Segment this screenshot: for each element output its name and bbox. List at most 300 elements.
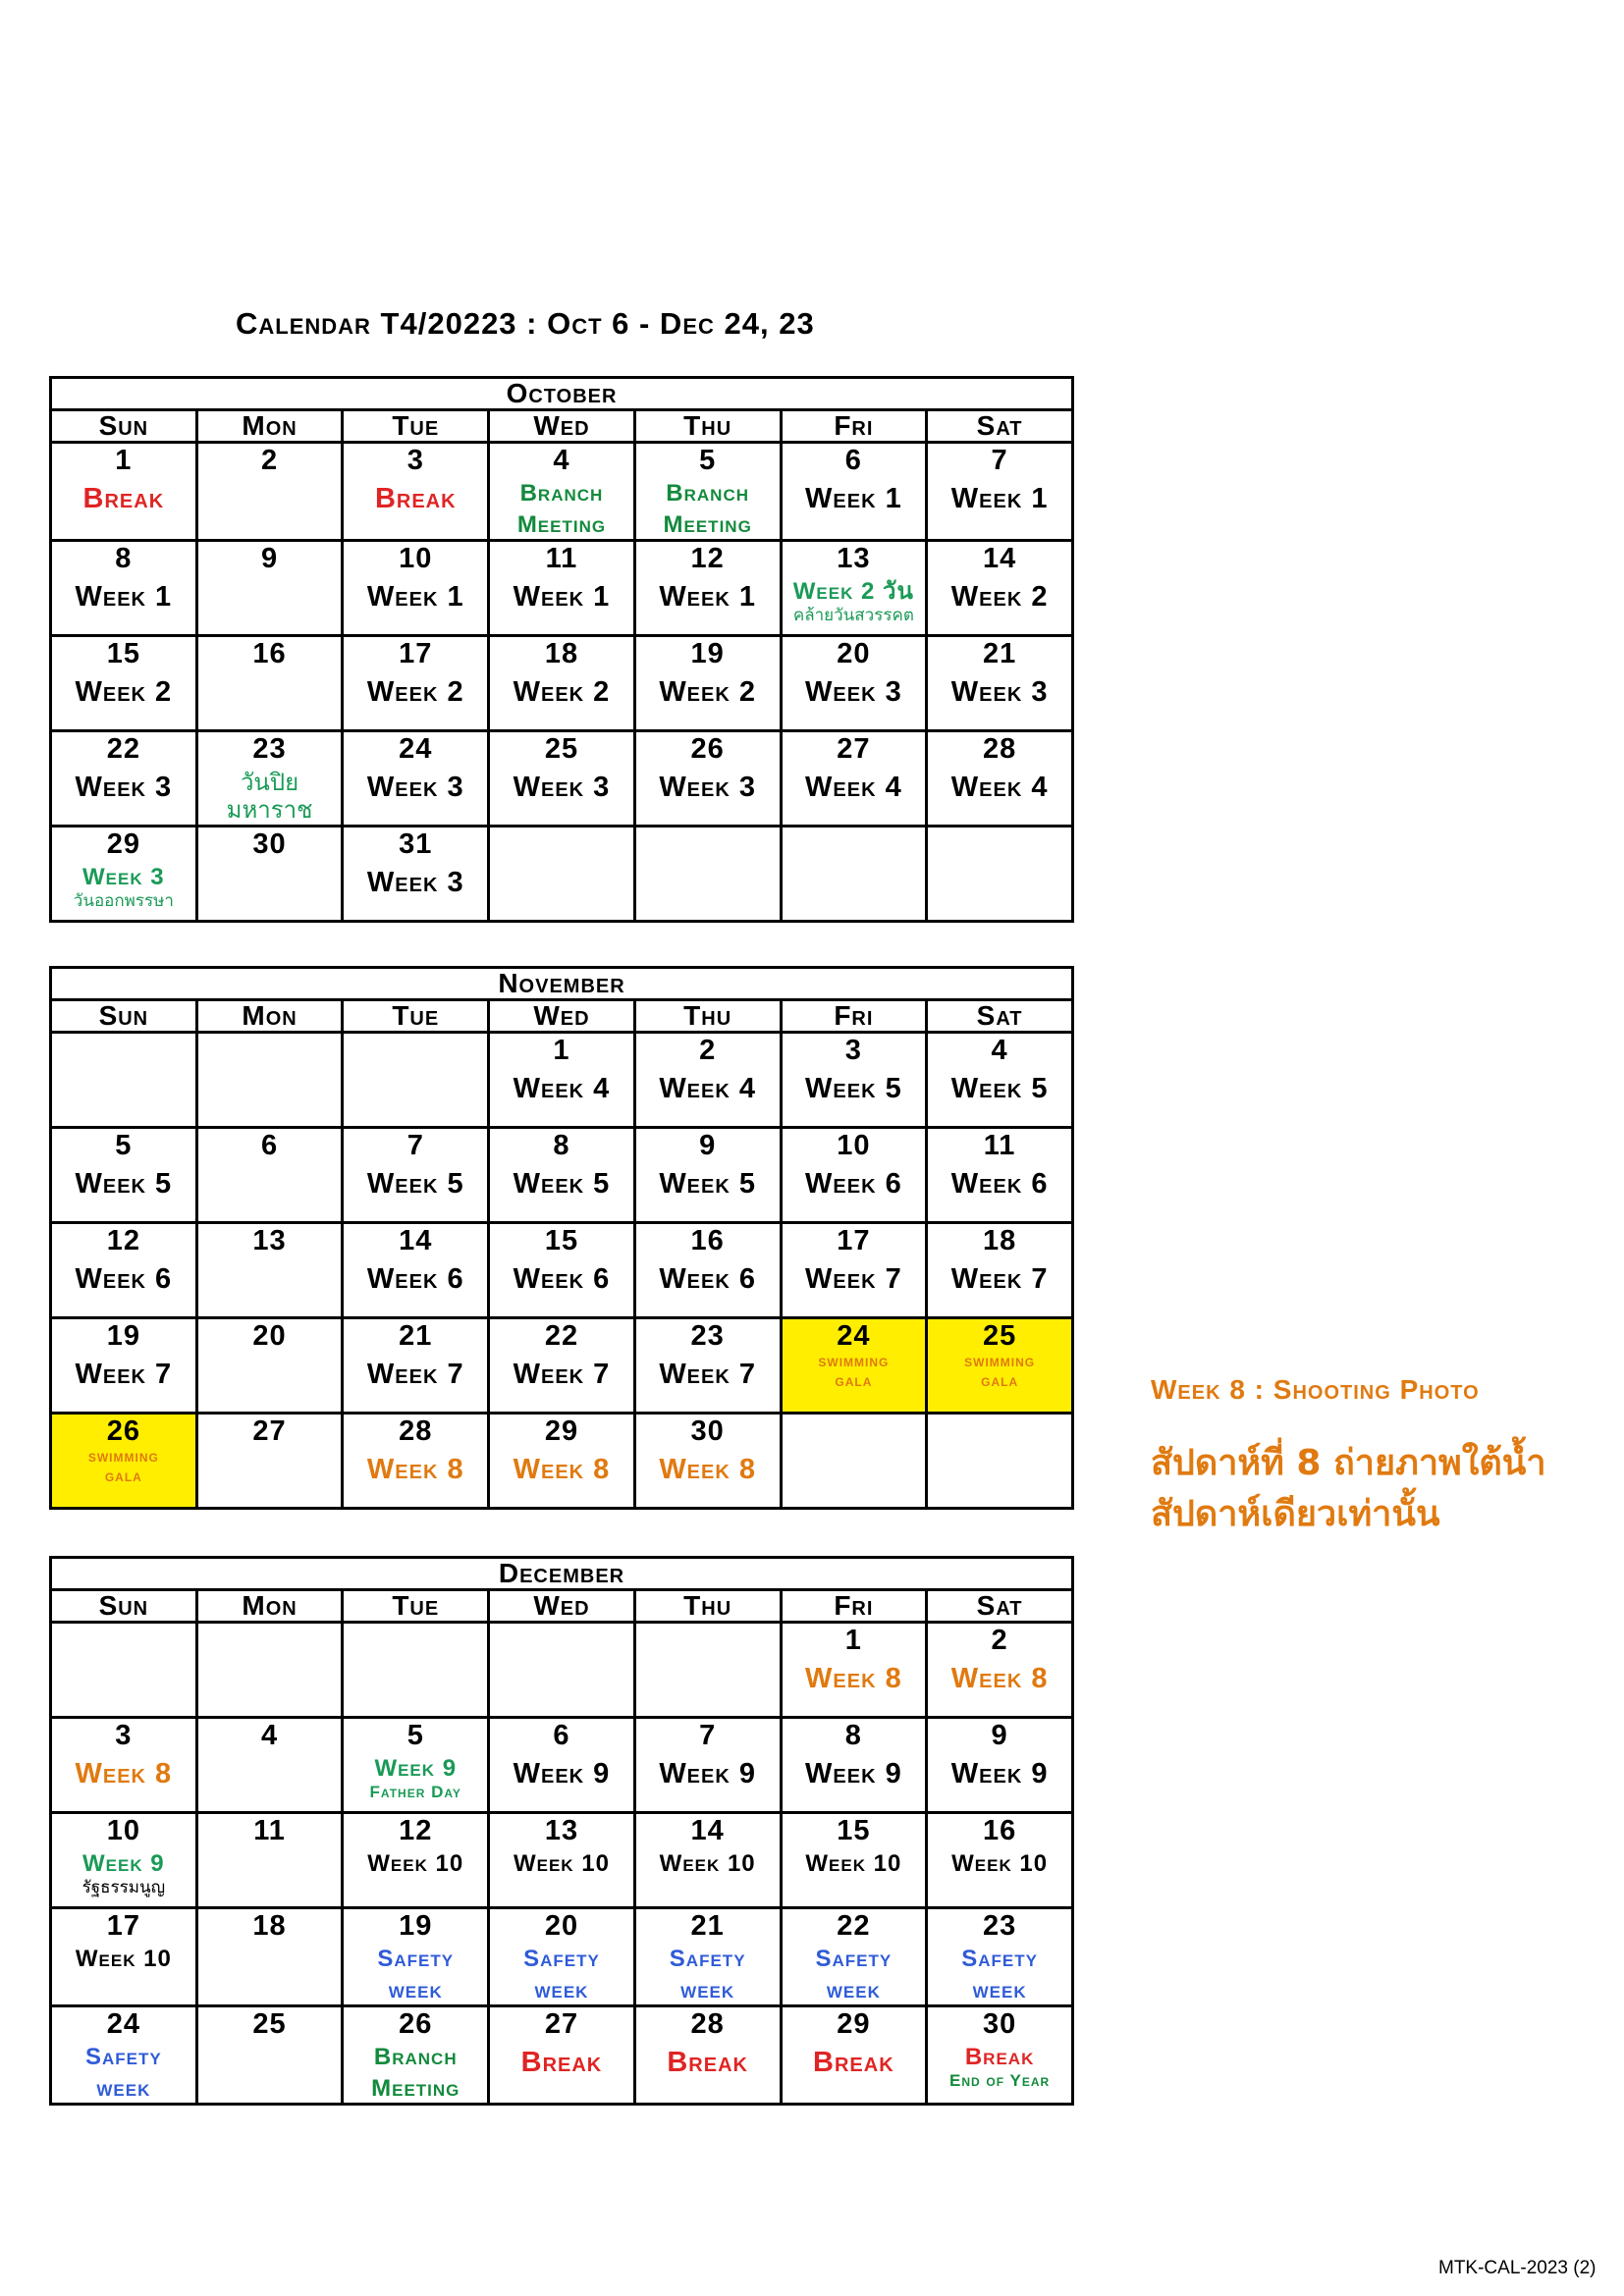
day-cell bbox=[927, 1128, 1073, 1223]
event-label: Week 1 bbox=[75, 581, 173, 613]
event-label: Week 10 bbox=[659, 1850, 756, 1877]
event-label: Week 6 bbox=[75, 1263, 173, 1295]
day-cell bbox=[489, 1908, 635, 2006]
weekday-header: Sat bbox=[927, 1000, 1073, 1033]
event-label: Safety bbox=[815, 1946, 893, 1972]
day-number: 14 bbox=[690, 1815, 725, 1846]
event-label: Week 7 bbox=[805, 1263, 902, 1295]
day-cell bbox=[634, 1718, 781, 1813]
day-cell bbox=[343, 1223, 489, 1318]
day-cell bbox=[196, 731, 343, 827]
day-cell bbox=[196, 541, 343, 636]
day-number: 7 bbox=[406, 1130, 424, 1161]
day-cell bbox=[927, 1813, 1073, 1908]
day-number: 21 bbox=[399, 1320, 433, 1352]
day-cell bbox=[781, 1318, 927, 1414]
day-number: 22 bbox=[837, 1910, 871, 1942]
day-number: 24 bbox=[399, 733, 433, 765]
day-cell bbox=[634, 731, 781, 827]
event-label: Week 2 bbox=[950, 581, 1049, 613]
day-number: 13 bbox=[544, 1815, 579, 1846]
day-cell bbox=[343, 443, 489, 541]
event-label: Week 7 bbox=[366, 1359, 464, 1390]
side-note-heading: Week 8 : Shooting Photo bbox=[1151, 1374, 1480, 1405]
day-cell bbox=[781, 443, 927, 541]
event-label: Week 1 bbox=[366, 581, 464, 613]
day-cell bbox=[489, 1813, 635, 1908]
day-cell bbox=[343, 1813, 489, 1908]
event-label: week bbox=[388, 1977, 443, 2003]
day-cell bbox=[781, 1718, 927, 1813]
side-note-thai: สัปดาห์ที่ 8 ถ่ายภาพใต้น้ำ สัปดาห์เดียวเท่านั้น bbox=[1151, 1443, 1546, 1534]
event-label: Week 10 bbox=[367, 1850, 464, 1877]
day-number: 27 bbox=[544, 2008, 579, 2040]
day-number bbox=[198, 1035, 342, 1066]
event-label: Week 6 bbox=[513, 1263, 611, 1295]
day-cell bbox=[196, 2006, 343, 2105]
day-cell bbox=[51, 1318, 197, 1414]
day-number: 23 bbox=[252, 733, 287, 765]
event-label: Week 9 bbox=[950, 1758, 1049, 1789]
day-cell bbox=[343, 1128, 489, 1223]
day-number: 19 bbox=[106, 1320, 140, 1352]
day-cell bbox=[51, 1033, 197, 1128]
day-number bbox=[636, 828, 780, 860]
event-label: Week 10 bbox=[75, 1946, 172, 1972]
day-cell bbox=[196, 827, 343, 922]
event-label: week bbox=[534, 1977, 589, 2003]
day-cell bbox=[489, 2006, 635, 2105]
month-name: November bbox=[51, 968, 1073, 1000]
day-cell bbox=[51, 443, 197, 541]
day-cell bbox=[634, 827, 781, 922]
event-label: Week 5 bbox=[659, 1168, 756, 1200]
day-number: 14 bbox=[399, 1225, 433, 1256]
day-cell bbox=[196, 1414, 343, 1509]
event-label: Week 8 bbox=[75, 1758, 173, 1789]
event-label: Week 7 bbox=[513, 1359, 611, 1390]
week-row bbox=[51, 1128, 1073, 1223]
day-number: 1 bbox=[844, 1625, 862, 1656]
day-number: 4 bbox=[553, 445, 570, 476]
day-number: 10 bbox=[837, 1130, 871, 1161]
day-number: 10 bbox=[399, 543, 433, 574]
weekday-header: Wed bbox=[489, 1590, 635, 1623]
day-number: 18 bbox=[982, 1225, 1017, 1256]
day-number: 24 bbox=[106, 2008, 140, 2040]
day-number: 9 bbox=[699, 1130, 717, 1161]
event-label: Branch bbox=[373, 2044, 458, 2070]
day-cell bbox=[634, 1128, 781, 1223]
day-number bbox=[52, 1625, 195, 1656]
event-label: Week 6 bbox=[950, 1168, 1049, 1200]
day-cell bbox=[196, 1033, 343, 1128]
day-cell bbox=[927, 1908, 1073, 2006]
day-number: 17 bbox=[399, 638, 433, 669]
day-number: 14 bbox=[982, 543, 1017, 574]
event-label: Branch bbox=[666, 480, 750, 507]
event-label: Father Day bbox=[369, 1783, 461, 1801]
event-label: Week 6 bbox=[366, 1263, 464, 1295]
day-number: 25 bbox=[252, 2008, 287, 2040]
day-cell bbox=[51, 636, 197, 731]
event-label: Break bbox=[520, 2047, 603, 2078]
day-number: 13 bbox=[837, 543, 871, 574]
day-number: 19 bbox=[690, 638, 725, 669]
week-row bbox=[51, 1033, 1073, 1128]
day-cell bbox=[927, 636, 1073, 731]
day-number: 2 bbox=[699, 1035, 717, 1066]
day-cell bbox=[927, 731, 1073, 827]
day-number: 15 bbox=[544, 1225, 579, 1256]
event-label: รัฐธรรมนูญ bbox=[81, 1878, 166, 1897]
day-cell bbox=[489, 1623, 635, 1718]
week-row bbox=[51, 1908, 1073, 2006]
event-label: Break bbox=[964, 2044, 1035, 2070]
day-number: 11 bbox=[253, 1815, 286, 1846]
weekday-header: Mon bbox=[196, 1590, 343, 1623]
weekday-header: Thu bbox=[634, 410, 781, 443]
day-number: 30 bbox=[252, 828, 287, 860]
day-cell bbox=[343, 636, 489, 731]
event-label: Week 5 bbox=[366, 1168, 464, 1200]
day-number bbox=[344, 1625, 487, 1656]
day-number: 22 bbox=[544, 1320, 579, 1352]
day-number: 9 bbox=[260, 543, 279, 574]
day-number: 7 bbox=[699, 1720, 717, 1751]
day-cell bbox=[489, 1128, 635, 1223]
day-number: 12 bbox=[106, 1225, 140, 1256]
day-number: 1 bbox=[553, 1035, 570, 1066]
day-cell bbox=[51, 731, 197, 827]
day-cell bbox=[781, 1623, 927, 1718]
day-cell bbox=[343, 1623, 489, 1718]
day-cell bbox=[781, 731, 927, 827]
day-number: 6 bbox=[553, 1720, 570, 1751]
day-cell bbox=[489, 1414, 635, 1509]
event-label: week bbox=[972, 1977, 1027, 2003]
day-cell bbox=[927, 827, 1073, 922]
day-cell bbox=[196, 636, 343, 731]
day-number bbox=[928, 828, 1071, 860]
day-number: 3 bbox=[115, 1720, 133, 1751]
day-cell bbox=[781, 827, 927, 922]
day-cell bbox=[489, 827, 635, 922]
event-label: Week 2 วัน bbox=[792, 578, 914, 605]
day-cell bbox=[489, 1033, 635, 1128]
day-number: 20 bbox=[544, 1910, 579, 1942]
weekday-header: Mon bbox=[196, 1000, 343, 1033]
event-label: Week 5 bbox=[805, 1073, 902, 1104]
day-number: 15 bbox=[106, 638, 140, 669]
day-number: 8 bbox=[115, 543, 133, 574]
event-label: Branch bbox=[519, 480, 604, 507]
event-label: swimming bbox=[964, 1352, 1036, 1370]
day-cell bbox=[927, 1223, 1073, 1318]
event-label: Break bbox=[667, 2047, 748, 2078]
document-footer-code: MTK-CAL-2023 (2) bbox=[1438, 2258, 1597, 2278]
event-label: gala bbox=[104, 1467, 142, 1485]
day-cell bbox=[51, 1223, 197, 1318]
day-cell bbox=[634, 1223, 781, 1318]
day-number: 28 bbox=[690, 2008, 725, 2040]
event-label: Week 9 bbox=[374, 1755, 458, 1782]
event-label: Week 1 bbox=[513, 581, 611, 613]
day-cell bbox=[781, 2006, 927, 2105]
week-row bbox=[51, 827, 1073, 922]
day-cell bbox=[343, 1414, 489, 1509]
day-cell bbox=[196, 1623, 343, 1718]
day-cell bbox=[634, 1623, 781, 1718]
day-cell bbox=[343, 1718, 489, 1813]
day-number: 16 bbox=[690, 1225, 725, 1256]
weekday-header: Tue bbox=[343, 410, 489, 443]
month-name: December bbox=[51, 1558, 1073, 1590]
event-label: Safety bbox=[377, 1946, 455, 1972]
event-label: Week 3 bbox=[659, 772, 756, 803]
event-label: Week 3 bbox=[82, 864, 165, 890]
event-label: gala bbox=[835, 1371, 873, 1390]
day-number: 4 bbox=[260, 1720, 279, 1751]
day-number bbox=[783, 1415, 926, 1447]
day-cell bbox=[781, 541, 927, 636]
event-label: Week 3 bbox=[513, 772, 611, 803]
day-number: 25 bbox=[982, 1320, 1017, 1352]
day-number: 5 bbox=[406, 1720, 424, 1751]
day-cell bbox=[343, 1318, 489, 1414]
event-label: Week 4 bbox=[513, 1073, 611, 1104]
day-number: 13 bbox=[252, 1225, 287, 1256]
event-label: Week 3 bbox=[366, 867, 464, 898]
event-label: Week 6 bbox=[659, 1263, 756, 1295]
day-number bbox=[928, 1415, 1071, 1447]
event-label: Week 3 bbox=[366, 772, 464, 803]
day-cell bbox=[489, 443, 635, 541]
day-number: 18 bbox=[544, 638, 579, 669]
day-number: 24 bbox=[837, 1320, 871, 1352]
day-number: 3 bbox=[844, 1035, 862, 1066]
day-number: 1 bbox=[115, 445, 133, 476]
day-cell bbox=[51, 1813, 197, 1908]
day-cell bbox=[196, 1908, 343, 2006]
event-label: คล้ายวันสวรรคต bbox=[792, 606, 914, 625]
event-label: Week 9 bbox=[513, 1758, 611, 1789]
weekday-header: Sat bbox=[927, 1590, 1073, 1623]
event-label: Week 10 bbox=[951, 1850, 1049, 1877]
day-number: 2 bbox=[260, 445, 279, 476]
weekday-header: Tue bbox=[343, 1590, 489, 1623]
event-label: Week 10 bbox=[513, 1850, 610, 1877]
day-number: 2 bbox=[991, 1625, 1008, 1656]
day-cell bbox=[489, 1718, 635, 1813]
day-cell bbox=[196, 1128, 343, 1223]
day-cell bbox=[343, 827, 489, 922]
day-number bbox=[198, 1625, 342, 1656]
event-label: week bbox=[680, 1977, 735, 2003]
event-label: Week 2 bbox=[659, 676, 756, 708]
day-number bbox=[344, 1035, 487, 1066]
day-cell bbox=[781, 1033, 927, 1128]
day-cell bbox=[51, 1128, 197, 1223]
day-number: 17 bbox=[837, 1225, 871, 1256]
event-label: swimming bbox=[818, 1352, 890, 1370]
day-cell bbox=[343, 731, 489, 827]
event-label: Week 8 bbox=[805, 1663, 902, 1694]
day-number: 6 bbox=[260, 1130, 279, 1161]
event-label: Safety bbox=[523, 1946, 600, 1972]
day-cell bbox=[781, 1128, 927, 1223]
event-label: End of Year bbox=[949, 2071, 1051, 2090]
day-number: 12 bbox=[690, 543, 725, 574]
day-number: 26 bbox=[690, 733, 725, 765]
day-cell bbox=[634, 636, 781, 731]
day-number: 5 bbox=[115, 1130, 133, 1161]
day-cell bbox=[927, 1318, 1073, 1414]
event-label: Safety bbox=[961, 1946, 1038, 1972]
day-cell bbox=[196, 1718, 343, 1813]
event-label: gala bbox=[981, 1371, 1019, 1390]
day-cell bbox=[781, 1223, 927, 1318]
week-row bbox=[51, 541, 1073, 636]
weekday-header: Thu bbox=[634, 1590, 781, 1623]
day-cell bbox=[196, 1813, 343, 1908]
day-cell bbox=[781, 636, 927, 731]
day-cell bbox=[489, 731, 635, 827]
day-cell bbox=[634, 443, 781, 541]
event-label: Week 5 bbox=[950, 1073, 1049, 1104]
day-number: 25 bbox=[544, 733, 579, 765]
event-label: Week 8 bbox=[513, 1454, 611, 1485]
event-label: Week 4 bbox=[659, 1073, 756, 1104]
day-cell bbox=[51, 541, 197, 636]
day-number: 21 bbox=[690, 1910, 725, 1942]
day-number: 26 bbox=[399, 2008, 433, 2040]
day-number: 5 bbox=[699, 445, 717, 476]
day-cell bbox=[927, 1718, 1073, 1813]
day-number: 23 bbox=[690, 1320, 725, 1352]
day-number bbox=[783, 828, 926, 860]
event-label: week bbox=[96, 2075, 151, 2102]
event-label: Week 1 bbox=[950, 483, 1049, 514]
event-label: Week 2 bbox=[513, 676, 611, 708]
event-label: Week 8 bbox=[950, 1663, 1049, 1694]
day-cell bbox=[634, 1414, 781, 1509]
day-number bbox=[52, 1035, 195, 1066]
event-label: Week 7 bbox=[950, 1263, 1049, 1295]
month-calendar-october bbox=[49, 376, 1074, 923]
day-cell bbox=[634, 1318, 781, 1414]
day-cell bbox=[343, 541, 489, 636]
day-number: 19 bbox=[399, 1910, 433, 1942]
event-label: Meeting bbox=[663, 511, 752, 538]
day-number: 17 bbox=[106, 1910, 140, 1942]
day-number: 11 bbox=[983, 1130, 1016, 1161]
day-number: 23 bbox=[982, 1910, 1017, 1942]
day-number bbox=[490, 1625, 633, 1656]
event-label: Week 9 bbox=[659, 1758, 756, 1789]
day-number: 6 bbox=[844, 445, 862, 476]
event-label: Break bbox=[813, 2047, 894, 2078]
day-cell bbox=[196, 1318, 343, 1414]
event-label: Week 4 bbox=[805, 772, 902, 803]
day-cell bbox=[927, 1623, 1073, 1718]
week-row bbox=[51, 443, 1073, 541]
event-label: Week 4 bbox=[950, 772, 1049, 803]
event-label: Meeting bbox=[516, 511, 607, 538]
day-cell bbox=[781, 1414, 927, 1509]
week-row bbox=[51, 1223, 1073, 1318]
week-row bbox=[51, 1718, 1073, 1813]
day-cell bbox=[51, 1718, 197, 1813]
day-number: 27 bbox=[252, 1415, 287, 1447]
day-number: 15 bbox=[837, 1815, 871, 1846]
day-number: 8 bbox=[553, 1130, 570, 1161]
event-label: Break bbox=[82, 483, 165, 514]
weekday-header: Sat bbox=[927, 410, 1073, 443]
day-cell bbox=[781, 1908, 927, 2006]
day-cell bbox=[634, 541, 781, 636]
day-cell bbox=[634, 1908, 781, 2006]
event-label: Week 8 bbox=[659, 1454, 756, 1485]
day-number: 10 bbox=[106, 1815, 140, 1846]
weekday-header: Fri bbox=[781, 410, 927, 443]
weekday-header: Mon bbox=[196, 410, 343, 443]
event-label: week bbox=[826, 1977, 881, 2003]
day-number: 18 bbox=[252, 1910, 287, 1942]
day-cell bbox=[927, 1033, 1073, 1128]
weekday-header: Tue bbox=[343, 1000, 489, 1033]
event-label: Meeting bbox=[371, 2075, 460, 2102]
week-row bbox=[51, 1318, 1073, 1414]
day-number: 3 bbox=[406, 445, 424, 476]
week-row bbox=[51, 1623, 1073, 1718]
day-cell bbox=[927, 1414, 1073, 1509]
day-number: 7 bbox=[991, 445, 1008, 476]
event-label: Safety bbox=[669, 1946, 746, 1972]
day-cell bbox=[343, 2006, 489, 2105]
day-cell bbox=[489, 541, 635, 636]
day-number: 27 bbox=[837, 733, 871, 765]
day-cell bbox=[634, 1813, 781, 1908]
weekday-header: Thu bbox=[634, 1000, 781, 1033]
week-row bbox=[51, 1813, 1073, 1908]
day-cell bbox=[51, 1623, 197, 1718]
day-cell bbox=[51, 827, 197, 922]
event-label: Break bbox=[374, 483, 457, 514]
day-number: 4 bbox=[991, 1035, 1008, 1066]
event-label: Week 9 bbox=[805, 1758, 902, 1789]
event-label: Week 8 bbox=[366, 1454, 464, 1485]
day-number: 22 bbox=[106, 733, 140, 765]
day-number: 31 bbox=[399, 828, 433, 860]
day-number: 26 bbox=[106, 1415, 140, 1447]
weekday-header: Wed bbox=[489, 410, 635, 443]
day-cell bbox=[634, 2006, 781, 2105]
weekday-header: Sun bbox=[51, 410, 197, 443]
event-label: วันออกพรรษา bbox=[73, 891, 174, 911]
day-number: 20 bbox=[837, 638, 871, 669]
day-cell bbox=[489, 1318, 635, 1414]
day-number: 16 bbox=[252, 638, 287, 669]
day-cell bbox=[781, 1813, 927, 1908]
calendar-title: Calendar T4/20223 : Oct 6 - Dec 24, 23 bbox=[236, 306, 815, 341]
day-number: 29 bbox=[837, 2008, 871, 2040]
day-cell bbox=[489, 636, 635, 731]
day-number bbox=[636, 1625, 780, 1656]
event-label: Week 3 bbox=[75, 772, 173, 803]
day-number: 29 bbox=[106, 828, 140, 860]
day-cell bbox=[489, 1223, 635, 1318]
